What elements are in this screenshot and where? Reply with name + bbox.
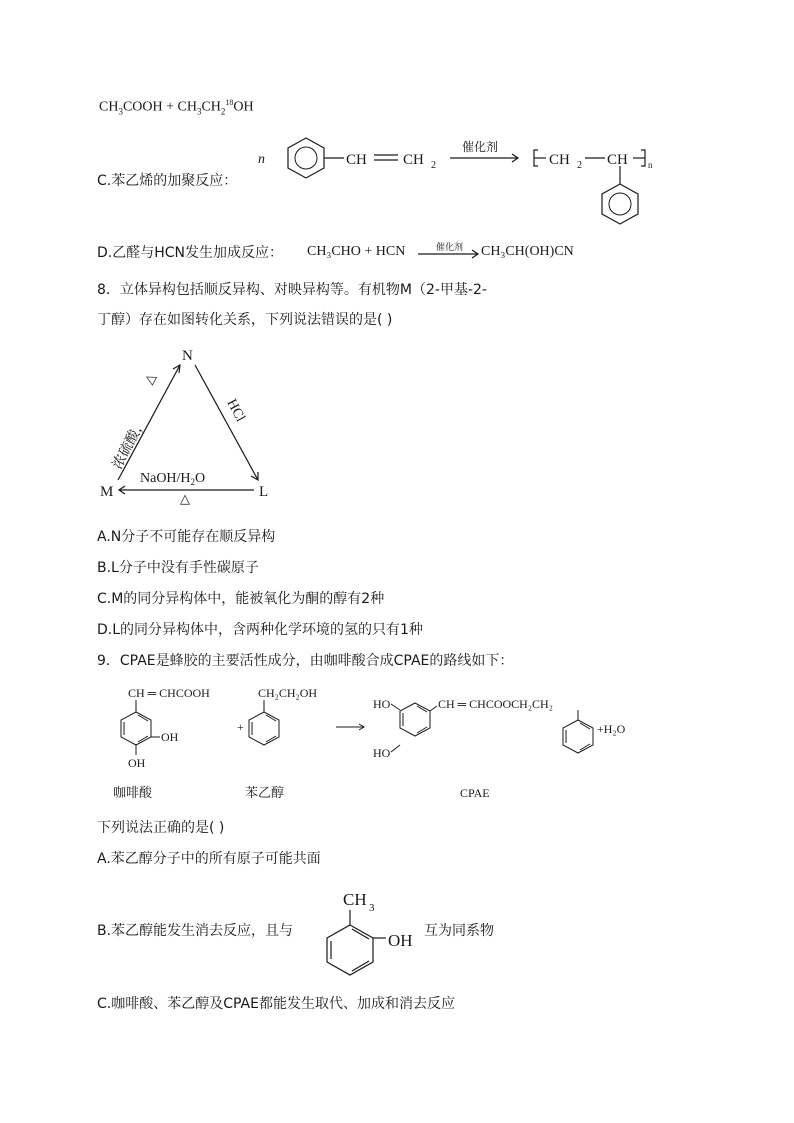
q8-option-a: A.N分子不可能存在顺反异构 [97,529,276,545]
q9-stem: 9．CPAE是蜂胶的主要活性成分，由咖啡酸合成CPAE的路线如下： [97,653,514,669]
svg-text:CH: CH [403,152,424,168]
q8-option-c: C.M的同分异构体中，能被氧化为酮的醇有2种 [97,591,385,607]
q9-question: 下列说法正确的是( ) [97,820,225,836]
acetaldehyde-reactants: CH₃CHO + HCN [307,244,406,259]
svg-text:OH: OH [388,931,413,950]
heat-icon: △ [140,370,159,387]
svg-text:+H₂O: +H₂O [597,722,626,736]
svg-text:CH: CH [549,152,570,168]
q9-option-b-suffix: 互为同系物 [424,923,494,939]
svg-text:HO: HO [373,746,391,760]
svg-text:OH: OH [161,730,179,744]
svg-text:CH: CH [607,152,628,168]
svg-text:CPAE: CPAE [460,786,490,800]
svg-text:CH: CH [346,152,367,168]
edge-mn-label: 浓硫酸， [110,415,150,472]
ester-reactants: $CH_3COOH + CH_3CH_2^{18}OH$ [99,98,254,117]
q8-option-b: B.L分子中没有手性碳原子 [97,560,259,576]
svg-text:OH: OH [128,756,146,770]
edge-lm-label: NaOH/$H_2O$ [140,471,206,487]
coef-n: n [258,152,265,167]
svg-text:CH ═ CHCOOCH₂CH₂: CH ═ CHCOOCH₂CH₂ [438,697,553,711]
svg-text:苯乙醇: 苯乙醇 [245,785,285,800]
svg-text:3: 3 [369,902,375,914]
option-d-label: D.乙醛与HCN发生加成反应： [97,245,284,261]
q8-option-d: D.L的同分异构体中，含两种化学环境的氢的只有1种 [97,622,423,638]
svg-text:CH ═ CHCOOH: CH ═ CHCOOH [128,686,210,700]
q9-option-c: C.咖啡酸、苯乙醇及CPAE都能发生取代、加成和消去反应 [97,996,455,1012]
svg-text:2: 2 [431,160,436,171]
svg-text:+: + [237,720,244,734]
edge-nl-label: HCl [223,396,248,425]
cyanohydrin-product: CH₃CH(OH)CN [481,244,574,259]
svg-text:2: 2 [577,160,582,171]
node-l: L [259,484,269,500]
catalyst-label: 催化剂 [462,140,499,154]
svg-text:催化剂: 催化剂 [436,242,464,252]
node-n: N [182,348,193,364]
q9-option-a: A.苯乙醇分子中的所有原子可能共面 [97,851,321,867]
q8-stem-line1: 8．立体异构包括顺反异构、对映异构等。有机物M（2-甲基-2- [97,282,487,298]
eq-ch: CH [99,99,119,115]
q8-stem-line2: 丁醇）存在如图转化关系，下列说法错误的是( ) [97,312,393,328]
benzene-ring-icon [327,925,373,975]
node-m: M [100,484,114,500]
svg-text:咖啡酸: 咖啡酸 [113,785,153,800]
heat-icon: △ [180,491,190,506]
svg-text:CH₂CH₂OH: CH₂CH₂OH [258,686,318,700]
svg-text:HO: HO [373,697,391,711]
svg-text:n: n [648,160,653,170]
q9-option-b-prefix: B.苯乙醇能发生消去反应，且与 [97,923,294,939]
svg-text:CH: CH [343,890,367,909]
option-c-label: C.苯乙烯的加聚反应： [97,173,238,189]
